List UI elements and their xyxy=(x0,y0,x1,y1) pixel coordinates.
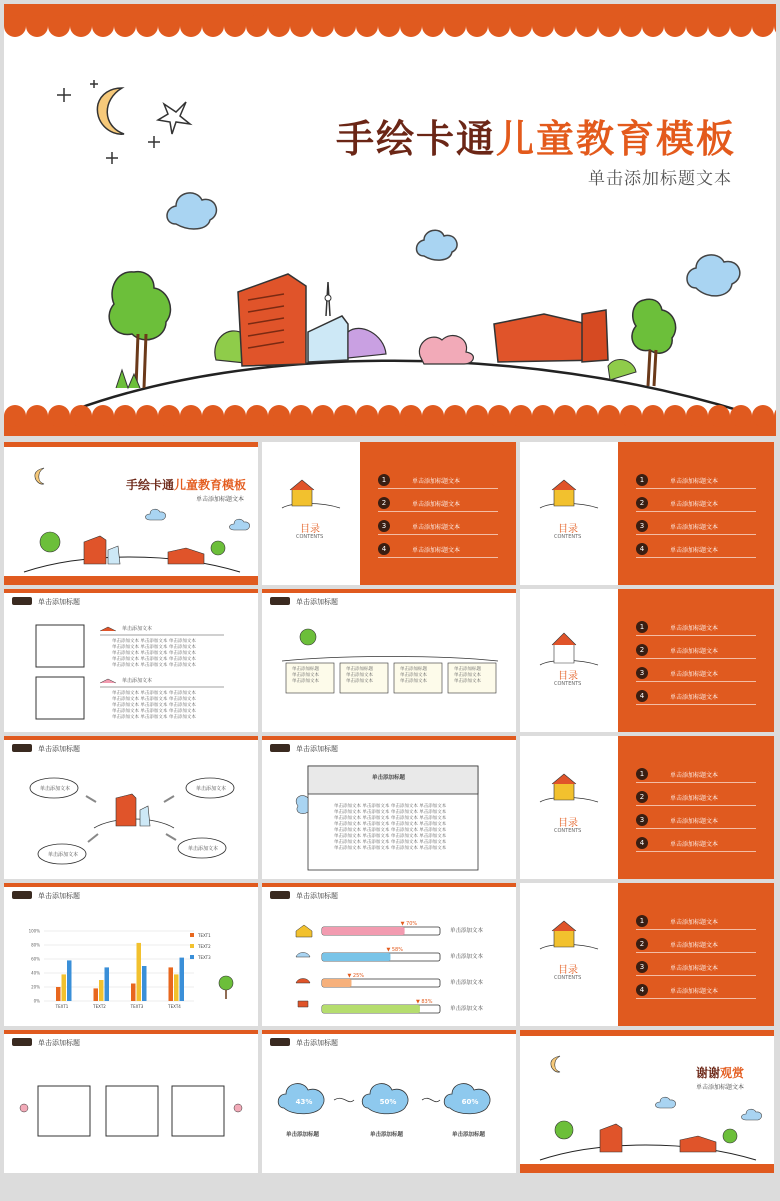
legend-label: TEXT2 xyxy=(198,944,211,949)
sticky-card: 单击添加标题 单击添加文本 单击添加文本 xyxy=(400,667,427,684)
scallop xyxy=(444,405,466,427)
thumb-slide-toc-5[interactable] xyxy=(520,883,774,1026)
bar-chart xyxy=(4,883,258,1026)
scallop-bottom-border xyxy=(4,402,776,436)
legend-swatch xyxy=(190,933,194,937)
toc-item[interactable]: 3 单击添加标题文本 xyxy=(636,667,766,681)
scallop xyxy=(466,405,488,427)
toc-item[interactable]: 4 单击添加标题文本 xyxy=(636,837,766,851)
scallop xyxy=(224,405,246,427)
progress-percent: ▼ 25% xyxy=(347,973,365,979)
scallop xyxy=(290,405,312,427)
scallop xyxy=(576,405,598,427)
toc-panel xyxy=(618,589,774,732)
toc-heading: 目录 xyxy=(558,818,578,829)
thanks-subtitle: 单击添加标题文本 xyxy=(695,1084,744,1091)
y-tick-label: 0% xyxy=(33,998,40,1004)
toc-panel xyxy=(618,736,774,879)
slide-header: 单击添加标题 xyxy=(296,1039,338,1047)
toc-item[interactable]: 2 单击添加标题文本 xyxy=(636,938,766,952)
cloud-label: 单击添加文本 xyxy=(40,786,71,792)
cloud-percent: 43% xyxy=(295,1098,313,1106)
thumb-slide-progress[interactable] xyxy=(262,883,516,1026)
scallop xyxy=(752,405,774,427)
cloud-label: 单击添加文本 xyxy=(196,786,227,792)
progress-label: 单击添加文本 xyxy=(450,928,484,934)
x-tick-label: TEXT1 xyxy=(55,1004,69,1009)
progress-fill xyxy=(322,1005,420,1013)
scallop xyxy=(180,405,202,427)
bar xyxy=(105,967,110,1001)
cloud-percent-art xyxy=(262,1030,516,1173)
thumb-title-subtitle: 单击添加标题文本 xyxy=(195,496,244,503)
bar xyxy=(99,980,104,1001)
x-tick-label: TEXT3 xyxy=(130,1004,144,1009)
bar xyxy=(94,988,99,1001)
legend-label: TEXT1 xyxy=(198,933,211,938)
thumb-frames-art xyxy=(4,1030,258,1173)
y-tick-label: 40% xyxy=(31,970,40,976)
toc-heading-en: CONTENTS xyxy=(554,534,582,540)
toc-item[interactable]: 3 单击添加标题文本 xyxy=(636,814,766,828)
toc-panel xyxy=(360,442,516,585)
hero-subtitle: 单击添加标题文本 xyxy=(588,169,732,189)
thumb-slide-title[interactable] xyxy=(4,442,258,585)
toc-item[interactable]: 2 单击添加标题文本 xyxy=(636,497,766,511)
scallop xyxy=(400,405,422,427)
bar xyxy=(131,984,136,1002)
legend-label: TEXT3 xyxy=(198,955,211,960)
toc-heading-en: CONTENTS xyxy=(296,534,324,540)
hero-slide[interactable] xyxy=(4,4,776,436)
toc-item[interactable]: 3 单击添加标题文本 xyxy=(636,961,766,975)
thumb-slide-toc-4[interactable] xyxy=(520,736,774,879)
toc-panel xyxy=(618,442,774,585)
progress-fill xyxy=(322,979,352,987)
scallop xyxy=(378,405,400,427)
bar xyxy=(62,974,67,1001)
toc-item[interactable]: 1 单击添加标题文本 xyxy=(636,915,766,929)
scallop xyxy=(246,405,268,427)
paper-body: 单击添加文本 单击添加文本 单击添加文本 单击添加文本 单击添加文本 单击添加文本 单击添加文本 单击添加文本 单击添加文本 单击添加文本 单击添加文本 单击添加文本 单击添加文本 单击添加文本 单击添加文本 单击添加文本 单击添加文本 单击添加文本 单击添加文本 单击添加文本 单击添加文本 单击添加文本 单击添加文本 单击添加文本 单击添加文本 单击添加文本 单击添加文本 单击添加文本 单击添加文本 单击添加文本 单击添加文本 单击添加文本 xyxy=(334,804,447,851)
scallop xyxy=(488,405,510,427)
bar xyxy=(137,943,142,1001)
cloud-label: 单击添加文本 xyxy=(188,846,219,852)
thanks-title: 谢谢观赏 xyxy=(695,1066,744,1080)
progress-label: 单击添加文本 xyxy=(450,1006,484,1012)
thumb-title-heading: 手绘卡通儿童教育模板 xyxy=(125,478,246,492)
hero-illustration xyxy=(4,4,776,436)
toc-heading-en: CONTENTS xyxy=(554,975,582,981)
y-tick-label: 60% xyxy=(31,956,40,962)
hero-title-part2: 儿童教育模板 xyxy=(495,116,736,161)
thumb-slide-notebook[interactable] xyxy=(4,589,258,732)
progress-percent: ▼ 70% xyxy=(400,921,418,927)
scallop xyxy=(620,405,642,427)
thumb-slide-clouds-diagram[interactable] xyxy=(4,736,258,879)
slide-header: 单击添加标题 xyxy=(38,1039,80,1047)
cloud-percent: 60% xyxy=(461,1098,479,1106)
thumb-slide-paper[interactable] xyxy=(262,736,516,879)
sticky-card: 单击添加标题 单击添加文本 单击添加文本 xyxy=(346,667,373,684)
scallop xyxy=(686,405,708,427)
slide-header: 单击添加标题 xyxy=(296,892,338,900)
toc-item[interactable]: 4 单击添加标题文本 xyxy=(636,543,766,557)
toc-item[interactable]: 2 单击添加标题文本 xyxy=(378,497,508,511)
thumb-slide-toc-1[interactable] xyxy=(262,442,516,585)
progress-percent: ▼ 58% xyxy=(386,947,404,953)
sticky-card: 单击添加标题 单击添加文本 单击添加文本 xyxy=(292,667,319,684)
cloud-title: 单击添加标题 xyxy=(370,1132,404,1138)
scallop xyxy=(356,405,378,427)
notebook-text-body: 单击添加文本 单击添加文本 单击添加文本 单击添加文本 单击添加文本 单击添加文本 单击添加文本 单击添加文本 单击添加文本 单击添加文本 单击添加文本 单击添加文本 单击添加文本 单击添加文本 单击添加文本 xyxy=(112,691,196,720)
toc-heading-en: CONTENTS xyxy=(554,828,582,834)
toc-item[interactable]: 4 单击添加标题文本 xyxy=(636,984,766,998)
toc-heading: 目录 xyxy=(300,524,320,535)
toc-item[interactable]: 3 单击添加标题文本 xyxy=(378,520,508,534)
y-tick-label: 80% xyxy=(31,942,40,948)
thumb-slide-chart[interactable] xyxy=(4,883,258,1026)
toc-item[interactable]: 1 单击添加标题文本 xyxy=(636,768,766,782)
thumb-slide-sticky-notes[interactable] xyxy=(262,589,516,732)
toc-heading: 目录 xyxy=(558,671,578,682)
thumb-slide-cloud-percent[interactable] xyxy=(262,1030,516,1173)
paper-title: 单击添加标题 xyxy=(372,775,406,781)
scallop xyxy=(114,405,136,427)
legend-swatch xyxy=(190,955,194,959)
scallop xyxy=(334,405,356,427)
progress-label: 单击添加文本 xyxy=(450,980,484,986)
cloud-percent: 50% xyxy=(379,1098,397,1106)
y-tick-label: 20% xyxy=(31,984,40,990)
y-tick-label: 100% xyxy=(28,928,40,934)
scallop xyxy=(730,405,752,427)
scallop xyxy=(4,405,26,427)
scallop xyxy=(708,405,730,427)
notebook-text-title: 单击添加文本 xyxy=(122,678,153,684)
bar xyxy=(174,974,179,1001)
progress-percent: ▼ 83% xyxy=(415,999,433,1005)
slide-header: 单击添加标题 xyxy=(38,892,80,900)
thumb-cloud-diagram-art xyxy=(4,736,258,879)
toc-item[interactable]: 4 单击添加标题文本 xyxy=(636,690,766,704)
cloud-title: 单击添加标题 xyxy=(286,1132,320,1138)
notebook-text-body: 单击添加文本 单击添加文本 单击添加文本 单击添加文本 单击添加文本 单击添加文本 单击添加文本 单击添加文本 单击添加文本 单击添加文本 单击添加文本 单击添加文本 单击添加文本 单击添加文本 单击添加文本 xyxy=(112,639,196,668)
scallop xyxy=(70,405,92,427)
scallop xyxy=(532,405,554,427)
progress-label: 单击添加文本 xyxy=(450,954,484,960)
scallop xyxy=(554,405,576,427)
scallop xyxy=(664,405,686,427)
scallop xyxy=(312,405,334,427)
toc-item[interactable]: 2 单击添加标题文本 xyxy=(636,791,766,805)
toc-heading-en: CONTENTS xyxy=(554,681,582,687)
slide-header: 单击添加标题 xyxy=(38,598,80,606)
thumb-slide-toc-2[interactable] xyxy=(520,442,774,585)
x-tick-label: TEXT2 xyxy=(93,1004,106,1009)
scallop xyxy=(92,405,114,427)
x-tick-label: TEXT4 xyxy=(168,1004,181,1009)
hero-title-part1: 手绘卡通 xyxy=(335,116,496,161)
scallop xyxy=(202,405,224,427)
bar xyxy=(56,987,61,1001)
thumb-slide-toc-3[interactable] xyxy=(520,589,774,732)
toc-item[interactable]: 1 单击添加标题文本 xyxy=(636,621,766,635)
scallop xyxy=(158,405,180,427)
bar xyxy=(67,960,72,1001)
cloud-label: 单击添加文本 xyxy=(48,852,79,858)
progress-fill xyxy=(322,953,390,961)
slide-header: 单击添加标题 xyxy=(296,598,338,606)
slide-header: 单击添加标题 xyxy=(38,745,80,753)
progress-fill xyxy=(322,927,405,935)
scallop xyxy=(642,405,664,427)
cloud-title: 单击添加标题 xyxy=(452,1132,486,1138)
thumb-slide-thanks[interactable] xyxy=(520,1030,774,1173)
scallop xyxy=(268,405,290,427)
scallop xyxy=(598,405,620,427)
scallop xyxy=(136,405,158,427)
toc-item[interactable]: 1 单击添加标题文本 xyxy=(378,474,508,488)
toc-item[interactable]: 4 单击添加标题文本 xyxy=(378,543,508,557)
toc-heading: 目录 xyxy=(558,524,578,535)
toc-item[interactable]: 1 单击添加标题文本 xyxy=(636,474,766,488)
notebook-text-title: 单击添加文本 xyxy=(122,626,153,632)
legend-swatch xyxy=(190,944,194,948)
scallop xyxy=(510,405,532,427)
thumb-sticky-art xyxy=(262,589,516,732)
toc-panel xyxy=(618,883,774,1026)
toc-heading: 目录 xyxy=(558,965,578,976)
bar xyxy=(180,958,185,1001)
hero-title xyxy=(336,108,736,163)
toc-item[interactable]: 2 单击添加标题文本 xyxy=(636,644,766,658)
scallop xyxy=(422,405,444,427)
scallop xyxy=(48,405,70,427)
bar xyxy=(169,967,174,1001)
toc-item[interactable]: 3 单击添加标题文本 xyxy=(636,520,766,534)
thumb-thanks-art xyxy=(520,1030,774,1173)
slide-header: 单击添加标题 xyxy=(296,745,338,753)
thumb-title-art xyxy=(4,442,258,585)
bar xyxy=(142,966,147,1001)
sticky-card: 单击添加标题 单击添加文本 单击添加文本 xyxy=(454,667,481,684)
scallop xyxy=(26,405,48,427)
thumb-slide-frames[interactable] xyxy=(4,1030,258,1173)
